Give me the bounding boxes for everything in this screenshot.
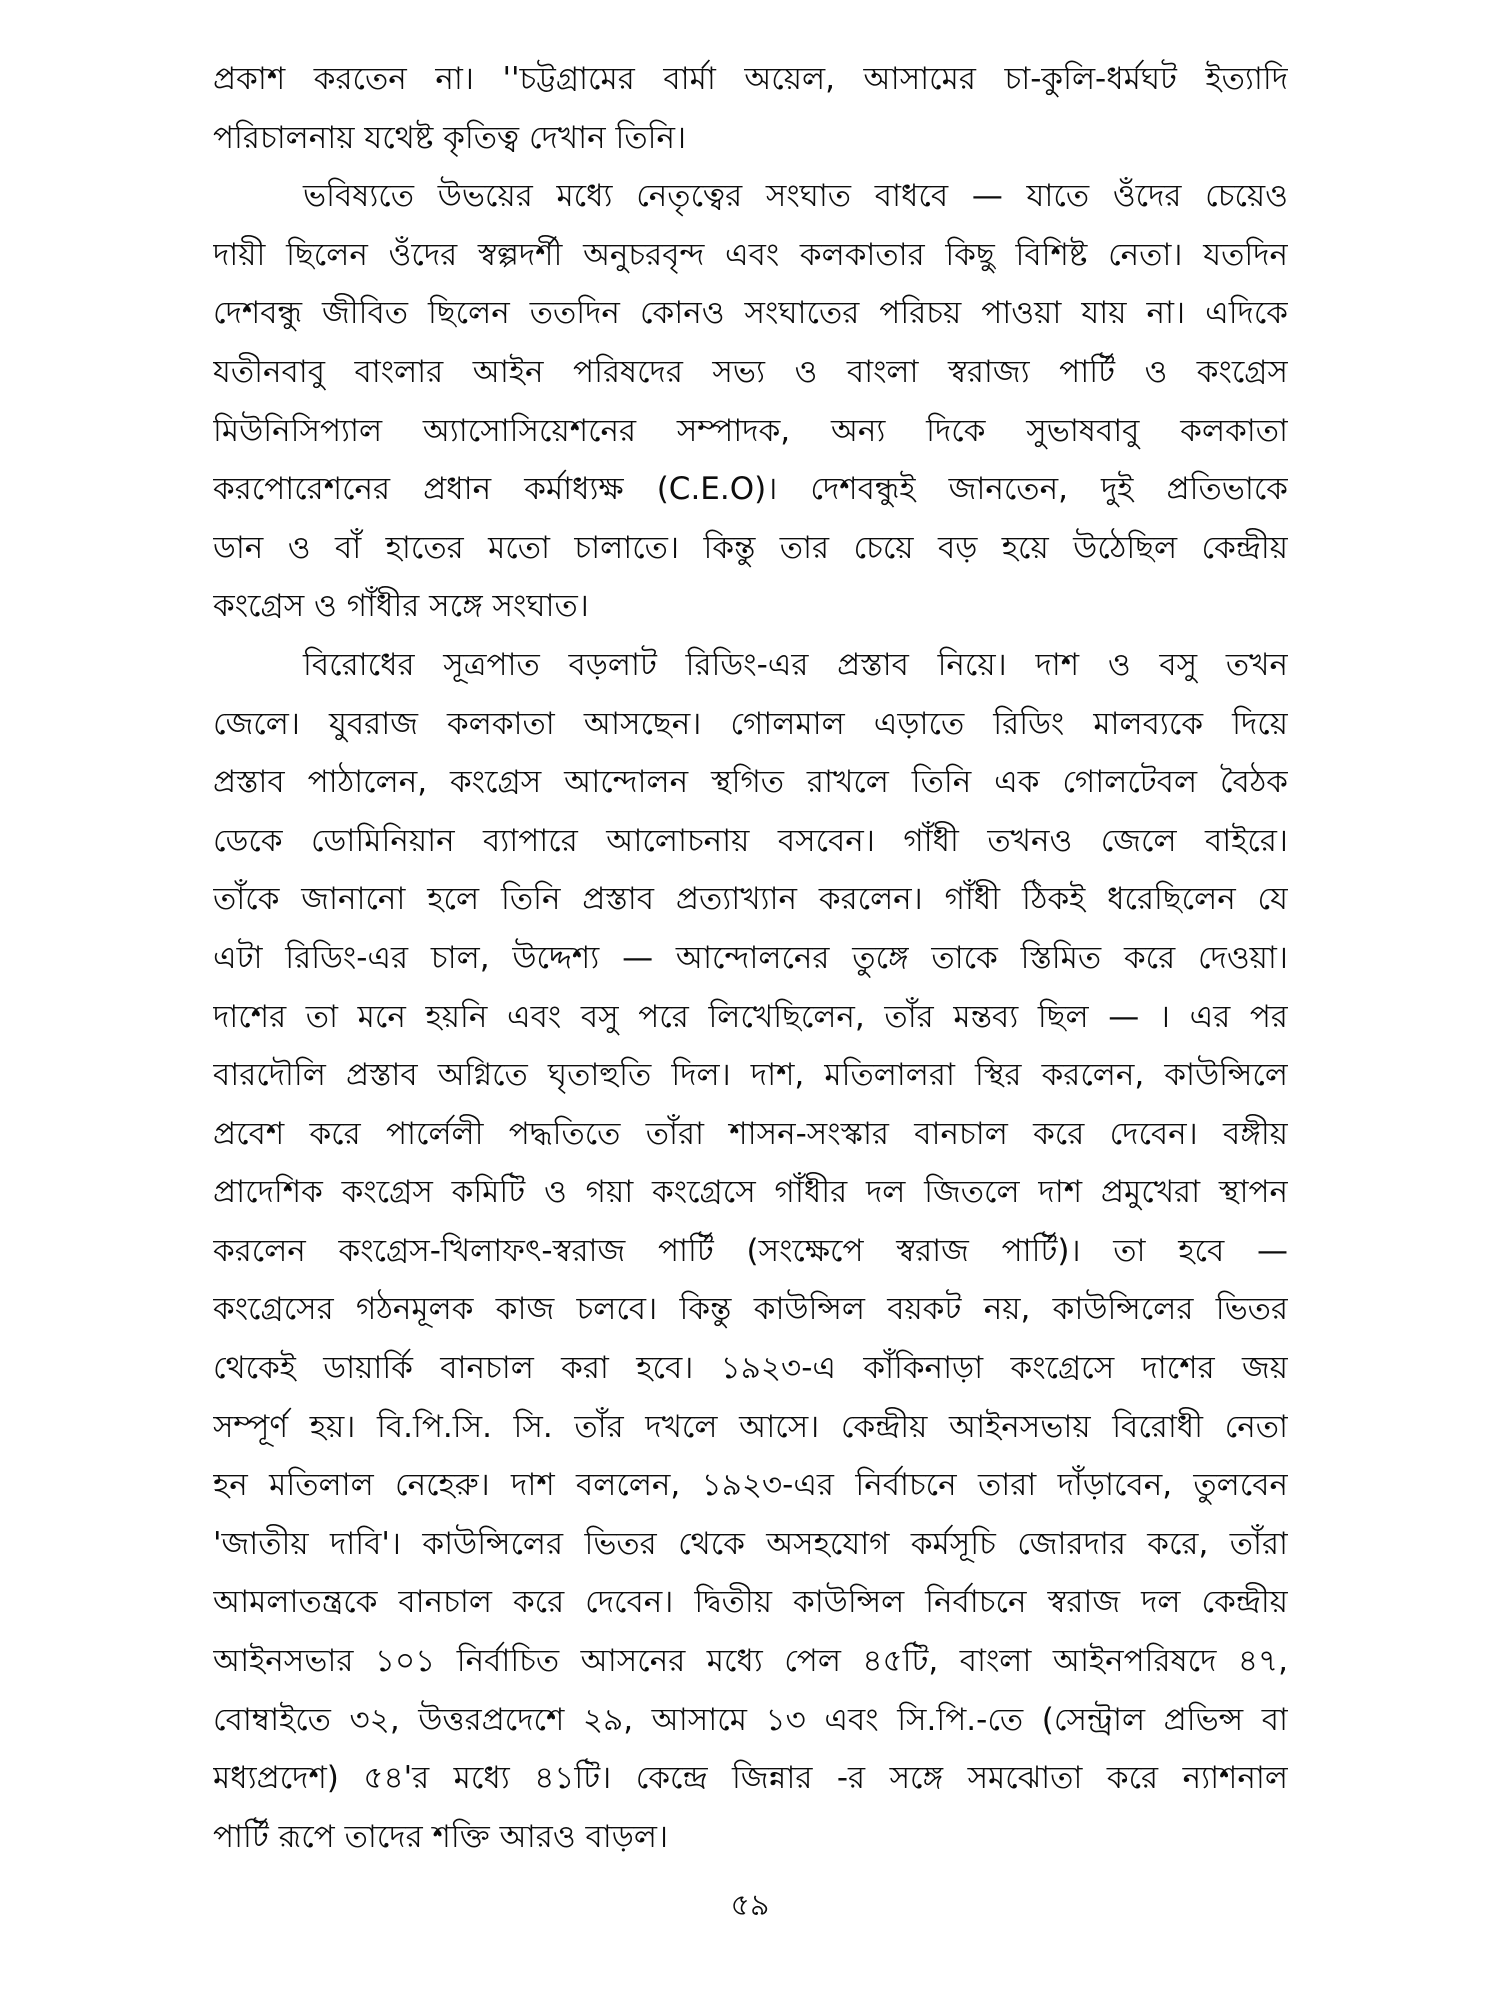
paragraph-start-line: ভবিষ্যতে উভয়ের মধ্যে নেতৃত্বের সংঘাত বাধবে — যাতে ওঁদের চেয়েও: [303, 178, 1288, 215]
text-line: মধ্যপ্রদেশ) ৫৪'র মধ্যে ৪১টি। কেন্দ্রে জিন্নার -র সঙ্গে সমঝোতা করে ন্যাশনাল: [213, 1760, 1288, 1797]
text-line: দাশের তা মনে হয়নি এবং বসু পরে লিখেছিলেন, তাঁর মন্তব্য ছিল — । এর পর: [213, 998, 1288, 1035]
text-line: ডেকে ডোমিনিয়ান ব্যাপারে আলোচনায় বসবেন। গাঁধী তখনও জেলে বাইরে।: [213, 822, 1288, 859]
text-line: মিউনিসিপ্যাল অ্যাসোসিয়েশনের সম্পাদক, অন্য দিকে সুভাষবাবু কলকাতা: [213, 412, 1288, 449]
text-line: বারদৌলি প্রস্তাব অগ্নিতে ঘৃতাহুতি দিল। দাশ, মতিলালরা স্থির করলেন, কাউন্সিলে: [213, 1057, 1288, 1094]
text-line: দেশবন্ধু জীবিত ছিলেন ততদিন কোনও সংঘাতের পরিচয় পাওয়া যায় না। এদিকে: [213, 295, 1288, 332]
text-line: দায়ী ছিলেন ওঁদের স্বল্পদর্শী অনুচরবৃন্দ এবং কলকাতার কিছু বিশিষ্ট নেতা। যতদিন: [213, 236, 1288, 273]
body-text: [213, 50, 1288, 1866]
text-line: কংগ্রেসের গঠনমূলক কাজ চলবে। কিন্তু কাউন্সিল বয়কট নয়, কাউন্সিলের ভিতর: [213, 1291, 1288, 1328]
text-line: সম্পূর্ণ হয়। বি.পি.সি. সি. তাঁর দখলে আসে। কেন্দ্রীয় আইনসভায় বিরোধী নেতা: [213, 1408, 1288, 1445]
text-line: তাঁকে জানানো হলে তিনি প্রস্তাব প্রত্যাখ্যান করলেন। গাঁধী ঠিকই ধরেছিলেন যে: [213, 881, 1288, 918]
text-line: পার্টি রূপে তাদের শক্তি আরও বাড়ল।: [213, 1818, 669, 1855]
text-line: জেলে। যুবরাজ কলকাতা আসছেন। গোলমাল এড়াতে রিডিং মালব্যকে দিয়ে: [213, 705, 1288, 742]
text-line: করলেন কংগ্রেস-খিলাফৎ-স্বরাজ পার্টি (সংক্ষেপে স্বরাজ পার্টি)। তা হবে —: [213, 1232, 1288, 1269]
text-line: প্রকাশ করতেন না। ''চট্টগ্রামের বার্মা অয়েল, আসামের চা-কুলি-ধর্মঘট ইত্যাদি: [213, 61, 1288, 97]
text-line: ডান ও বাঁ হাতের মতো চালাতে। কিন্তু তার চেয়ে বড় হয়ে উঠেছিল কেন্দ্রীয়: [213, 529, 1288, 566]
text-line: করপোরেশনের প্রধান কর্মাধ্যক্ষ (C.E.O)। দেশবন্ধুই জানতেন, দুই প্রতিভাকে: [213, 471, 1288, 508]
text-line: যতীনবাবু বাংলার আইন পরিষদের সভ্য ও বাংলা স্বরাজ্য পার্টি ও কংগ্রেস: [213, 353, 1288, 390]
text-line: থেকেই ডায়ার্কি বানচাল করা হবে। ১৯২৩-এ কাঁকিনাড়া কংগ্রেসে দাশের জয়: [213, 1350, 1288, 1387]
text-line: 'জাতীয় দাবি'। কাউন্সিলের ভিতর থেকে অসহযোগ কর্মসূচি জোরদার করে, তাঁরা: [213, 1525, 1288, 1562]
paragraph-start-line: বিরোধের সূত্রপাত বড়লাট রিডিং-এর প্রস্তাব নিয়ে। দাশ ও বসু তখন: [303, 646, 1288, 683]
page-number: ৫৯: [730, 1888, 770, 1923]
text-line: আইনসভার ১০১ নির্বাচিত আসনের মধ্যে পেল ৪৫টি, বাংলা আইনপরিষদে ৪৭,: [213, 1643, 1288, 1680]
text-line: বোম্বাইতে ৩২, উত্তরপ্রদেশে ২৯, আসামে ১৩ এবং সি.পি.-তে (সেন্ট্রাল প্রভিন্স বা: [213, 1701, 1288, 1738]
text-line: আমলাতন্ত্রকে বানচাল করে দেবেন। দ্বিতীয় কাউন্সিল নির্বাচনে স্বরাজ দল কেন্দ্রীয়: [213, 1584, 1288, 1621]
text-line: প্রস্তাব পাঠালেন, কংগ্রেস আন্দোলন স্থগিত রাখলে তিনি এক গোলটেবল বৈঠক: [213, 764, 1288, 801]
text-line: প্রাদেশিক কংগ্রেস কমিটি ও গয়া কংগ্রেসে গাঁধীর দল জিতলে দাশ প্রমুখেরা স্থাপন: [213, 1174, 1288, 1211]
text-line: প্রবেশ করে পার্লেলী পদ্ধতিতে তাঁরা শাসন-সংস্কার বানচাল করে দেবেন। বঙ্গীয়: [213, 1115, 1288, 1152]
text-line: কংগ্রেস ও গাঁধীর সঙ্গে সংঘাত।: [213, 588, 589, 625]
text-line: হন মতিলাল নেহেরু। দাশ বললেন, ১৯২৩-এর নির্বাচনে তারা দাঁড়াবেন, তুলবেন: [213, 1467, 1288, 1504]
text-line: পরিচালনায় যথেষ্ট কৃতিত্ব দেখান তিনি।: [213, 119, 687, 156]
text-line: এটা রিডিং-এর চাল, উদ্দেশ্য — আন্দোলনের তুঙ্গে তাকে স্তিমিত করে দেওয়া।: [213, 939, 1288, 976]
